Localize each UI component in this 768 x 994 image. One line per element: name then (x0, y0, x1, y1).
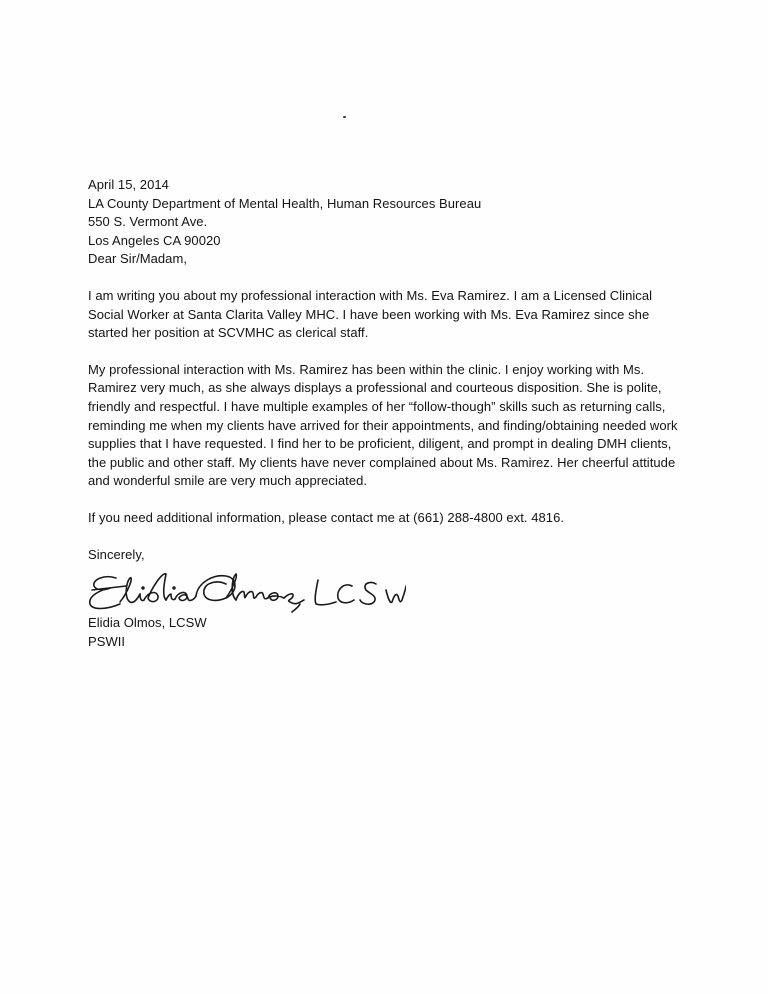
recipient-address (88, 195, 688, 251)
signature-drawing (86, 566, 406, 618)
recipient-line-3: Los Angeles CA 90020 (88, 232, 221, 248)
scan-speck (343, 116, 346, 118)
closing: Sincerely, (88, 546, 145, 562)
paragraph-interaction: My professional interaction with Ms. Ramirez has been within the clinic. I enjoy working with Ms. Ramirez very much, as she always displays a professional and courteous disposition. She is polite, friendly and respectful. I have multiple examples of her “follow-though” skills such as returning calls, reminding me when my clients have arrived for their appointments, and finding/obtaining needed work supplies that I have requested. I find her to be proficient, diligent, and prompt in dealing DMH clients, the public and other staff. My clients have never complained about Ms. Ramirez. Her cheerful attitude and wonderful smile are very much appreciated. (88, 361, 678, 489)
signer-name: Elidia Olmos, LCSW (88, 615, 207, 631)
signer-title: PSWII (88, 633, 126, 649)
salutation: Dear Sir/Madam, (88, 251, 187, 267)
paragraph-contact: If you need additional information, please contact me at (661) 288-4800 ext. 4816. (88, 509, 565, 525)
paragraph-introduction: I am writing you about my professional interaction with Ms. Eva Ramirez. I am a Licensed Clinical Social Worker at Santa Clarita Valley MHC. I have been working with Ms. Eva Ramirez since she started her position at SCVMHC as clerical staff. (88, 287, 653, 341)
recipient-line-1: LA County Department of Mental Health, Human Resources Bureau (88, 195, 482, 211)
letter-date: April 15, 2014 (88, 177, 169, 192)
signer-block (88, 614, 688, 651)
letter-body (88, 176, 688, 651)
recipient-line-2: 550 S. Vermont Ave. (88, 214, 208, 230)
handwritten-signature (88, 566, 688, 614)
